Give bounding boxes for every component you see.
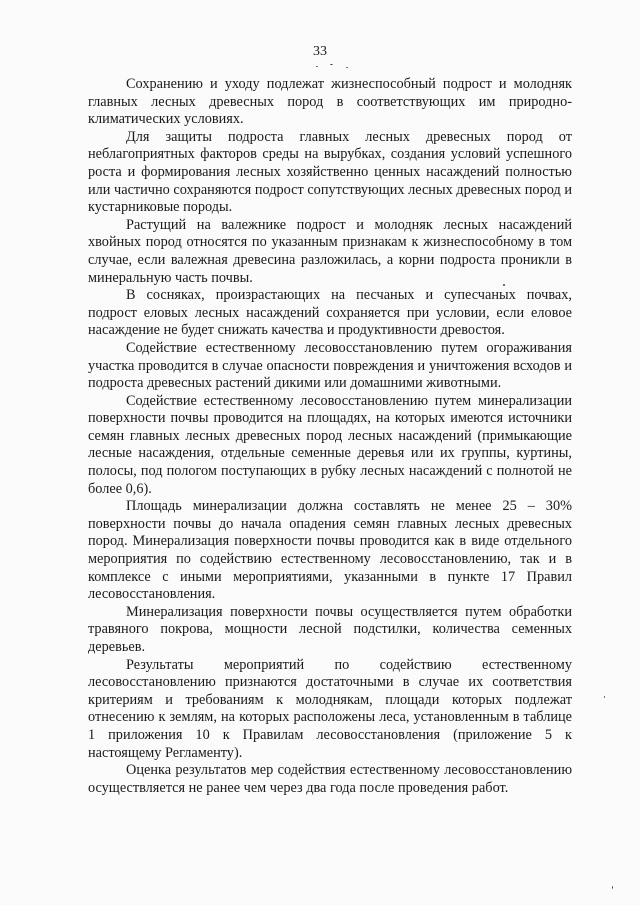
paragraph: Содействие естественному лесовосстановлению путем огораживания участка проводится в случае опасности повреждения и уничтожения всходов и подроста древесных растений дикими или домашними животными. bbox=[88, 339, 572, 392]
scan-speck bbox=[604, 696, 605, 698]
scan-speck bbox=[330, 64, 333, 65]
paragraph: Оценка результатов мер содействия естественному лесовосстановлению осуществляется не ранее чем через два года после проведения работ. bbox=[88, 762, 572, 796]
paragraph: В сосняках, произрастающих на песчаных и супесчаных почвах, подрост еловых лесных насаждений сохраняется при условии, если еловое насаждение не будет снижать качества и продуктивности древостоя. bbox=[88, 287, 572, 339]
scan-speck bbox=[612, 886, 613, 889]
paragraph: Содействие естественному лесовосстановлению путем минерализации поверхности почвы проводится на площадях, на которых имеются источники семян главных лесных древесных пород лесных насаждений (примыкающие лесные насаждения, отдельные семенные деревья или их группы, куртины, полосы, под пологом поступающих в рубку лесных насаждений с полнотой не более 0,6). bbox=[88, 392, 572, 497]
page-number: 33 bbox=[313, 44, 327, 59]
scan-speck bbox=[503, 284, 505, 286]
paragraph: Результаты мероприятий по содействию естественному лесовосстановлению признаются достаточными в случае их соответствия критериям и требованиям к молоднякам, площади которых подлежат отнесению к землям, на которых расположены леса, установленным в таблице 1 приложения 10 к Правилам лесовосстановления (приложение 5 к настоящему Регламенту). bbox=[88, 656, 572, 761]
paragraph: Сохранению и уходу подлежат жизнеспособный подрост и молодняк главных лесных древесных пород в соответствующих им природно-климатических условиях. bbox=[88, 76, 572, 128]
paragraph: Площадь минерализации должна составлять не менее 25 – 30% поверхности почвы до начала опадения семян главных лесных древесных пород. Минерализация поверхности почвы проводится как в виде отдельного мероприятия по содействию естественному лесовосстановлению, так и в комплексе с иными мероприятиями, указанными в пункте 17 Правил лесовосстановления. bbox=[88, 498, 572, 603]
scan-speck bbox=[316, 66, 318, 67]
body-text bbox=[88, 76, 572, 797]
paragraph: Для защиты подроста главных лесных древесных пород от неблагоприятных факторов среды на вырубках, создания условий успешного роста и формирования лесных хозяйственно ценных насаждений полностью или частично сохраняются подрост сопутствующих лесных древесных пород и кустарниковые породы. bbox=[88, 128, 572, 216]
paragraph: Растущий на валежнике подрост и молодняк лесных насаждений хвойных пород относятся по указанным признакам к жизнеспособному в том случае, если валежная древесина разложилась, а корни подроста проникли в минеральную часть почвы. bbox=[88, 216, 572, 286]
scan-speck bbox=[346, 67, 348, 68]
paragraph: Минерализация поверхности почвы осуществляется путем обработки травяного покрова, мощности лесной подстилки, количества семенных деревьев. bbox=[88, 603, 572, 655]
